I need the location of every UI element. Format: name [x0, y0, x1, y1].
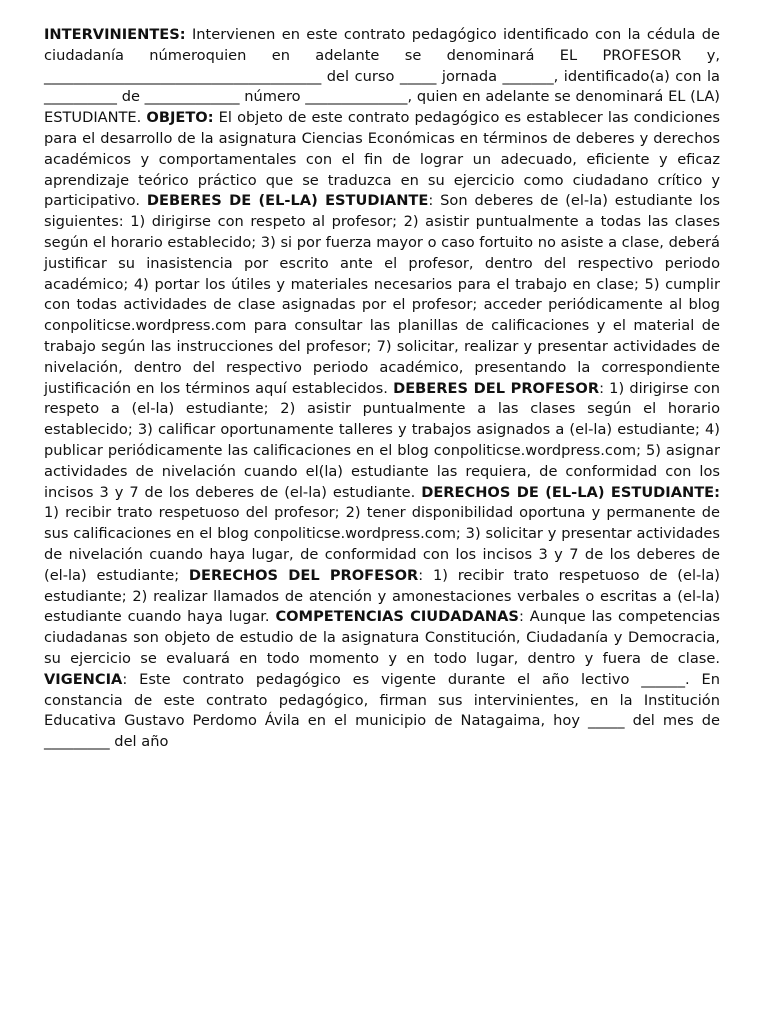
section-heading-deberes-profesor: DEBERES DEL PROFESOR [393, 379, 600, 397]
section-heading-competencias: COMPETENCIAS CIUDADANAS [275, 608, 519, 626]
section-text-intervinientes: Intervienen en este contrato pedagógico identificado con la cédula de ciudadanía númeroquien en adelante se denominará EL PROFESOR y, ______________________________________ del curso _____ jornada _______, identificado(a) con la __________ de _____________ número ______________, quien en adelante se denominará EL (LA) ESTUDIANTE. [44, 26, 720, 127]
section-heading-intervinientes: INTERVINIENTES: [44, 26, 186, 43]
section-text-objeto: El objeto de este contrato pedagógico es establecer las condiciones para el desarrollo de la asignatura Ciencias Económicas en términos de deberes y derechos académicos y comportamentales con el fin de lograr un adecuado, eficiente y eficaz aprendizaje teórico práctico que se traduzca en su ejercicio como ciudadano crítico y participativo. [44, 109, 720, 210]
section-text-competencias: : Aunque las competencias ciudadanas son objeto de estudio de la asignatura Constitución, Ciudadanía y Democracia, su ejercicio se evaluará en todo momento y en todo lugar, dentro y fuera de clase. [44, 608, 720, 667]
section-heading-derechos-estudiante: DERECHOS DE (EL-LA) ESTUDIANTE: [421, 483, 720, 501]
section-text-deberes-profesor: : 1) dirigirse con respeto a (el-la) estudiante; 2) asistir puntualmente a las clases según el horario establecido; 3) calificar oportunamente talleres y trabajos asignados a (el-la) estudiante; 4) publicar periódicamente las calificaciones en el blog conpoliticse.wordpress.com; 5) asignar actividades de nivelación cuando el(la) estudiante las requiera, de conformidad con los incisos 3 y 7 de los deberes de (el-la) estudiante. [44, 379, 720, 501]
section-text-vigencia: : Este contrato pedagógico es vigente durante el año lectivo ______. En constancia de este contrato pedagógico, firman sus intervinientes, en la Institución Educativa Gustavo Perdomo Ávila en el municipio de Natagaima, hoy _____ del mes de _________ del año [44, 670, 720, 751]
section-heading-deberes-estudiante: DEBERES DE (EL-LA) ESTUDIANTE [146, 192, 429, 210]
section-text-derechos-profesor: : 1) recibir trato respetuoso de (el-la) estudiante; 2) realizar llamados de atención y amonestaciones verbales o escritas a (el-la) estudiante cuando haya lugar. [44, 566, 720, 626]
contract-paragraph [44, 25, 720, 753]
document-page [44, 25, 720, 753]
section-heading-derechos-profesor: DERECHOS DEL PROFESOR [188, 566, 419, 584]
section-heading-objeto: OBJETO: [146, 109, 214, 127]
section-text-deberes-estudiante: : Son deberes de (el-la) estudiante los siguientes: 1) dirigirse con respeto al profesor; 2) asistir puntualmente a todas las clases según el horario establecido; 3) si por fuerza mayor o caso fortuito no asiste a clase, deberá justificar su inasistencia por escrito ante el profesor, dentro del respectivo periodo académico; 4) portar los útiles y materiales necesarios para el trabajo en clase; 5) cumplir con todas actividades de clase asignadas por el profesor; acceder periódicamente al blog conpoliticse.wordpress.com para consultar las planillas de calificaciones y el material de trabajo según las instrucciones del profesor; 7) solicitar, realizar y presentar actividades de nivelación, dentro del respectivo periodo académico, presentando la correspondiente justificación en los términos aquí establecidos. [44, 192, 720, 397]
section-text-derechos-estudiante: 1) recibir trato respetuoso del profesor; 2) tener disponibilidad oportuna y permanente de sus calificaciones en el blog conpoliticse.wordpress.com; 3) solicitar y presentar actividades de nivelación cuando haya lugar, de conformidad con los incisos 3 y 7 de los deberes de (el-la) estudiante; [44, 504, 720, 584]
section-heading-vigencia: VIGENCIA [44, 670, 123, 688]
